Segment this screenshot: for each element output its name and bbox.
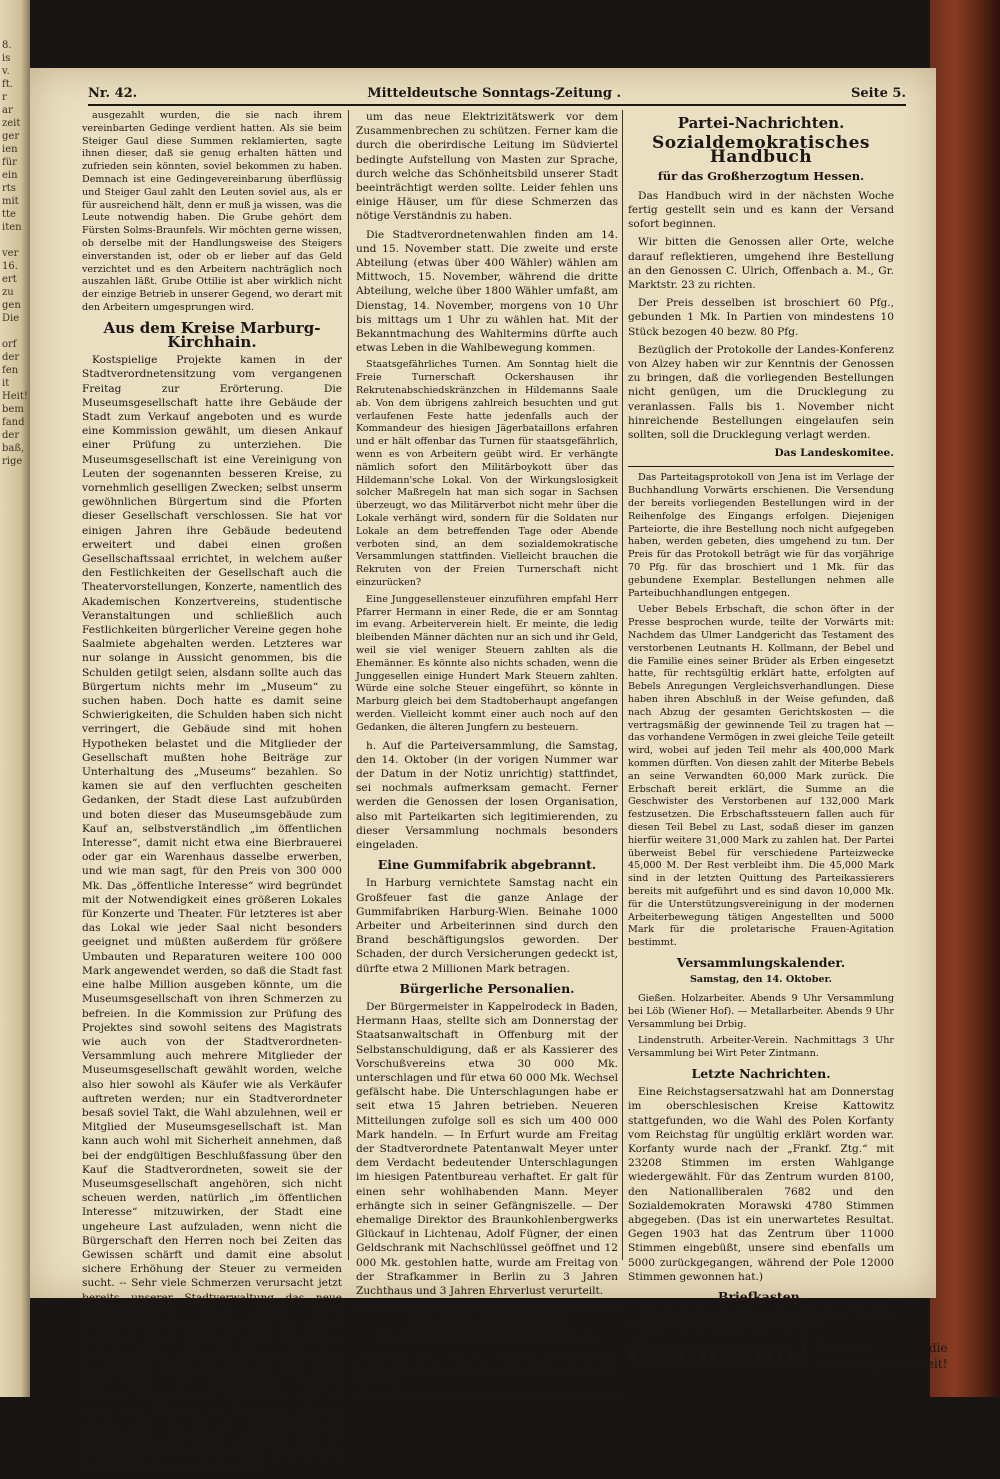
column-2 (356, 110, 618, 1404)
page-number: Seite 5. (851, 85, 906, 101)
briefkasten-text: Slbg. Losholzgeschichte erscheint bestimmt nächste Nummer. X Mbg. Einiges zurückgestellt. (628, 1308, 894, 1332)
notice-landessekretariat (356, 1304, 618, 1397)
separator (628, 466, 894, 467)
article-wahlen: Die Stadtverordnetenwahlen finden am 14. und 15. November statt. Die zweite und erste Abteilung (etwas über 400 Wähler) wählen am Mittwoch, 15. November, während die dritte Abteilung, welche über 1800 Wähler umfaßt, am Dienstag, 14. November, morgens von 10 Uhr bis mittags um 1 Uhr zu wählen hat. Mit der Bekanntmachung des Wahltermins dürfte auch etwas Leben in die Wahlbewegung kommen. (356, 228, 618, 355)
kalender-giessen: Gießen. Holzarbeiter. Abends 9 Uhr Versammlung bei Löb (Wiener Hof). — Metallarbeiter. Abends 9 Uhr Versammlung bei Drbig. (628, 992, 894, 1030)
kalender-lindenstruth: Lindenstruth. Arbeiter-Verein. Nachmittags 3 Uhr Versammlung bei Wirt Peter Zintmann. (628, 1035, 894, 1060)
column-1 (82, 110, 342, 1479)
column-rule-2 (622, 110, 623, 1260)
notice-text: befindet sich seit 1. Oktober in Offenbach, Bahnhofstraße 39. Sekretär ist Reichstagsabgeordn. Dr. David. (356, 1351, 618, 1388)
kalender-date: Samstag, den 14. Oktober. (689, 974, 833, 986)
previous-page-edge (0, 0, 30, 1397)
heading-briefkasten: Briefkasten. (717, 1288, 805, 1304)
notice-subtitle: der sozialdemokratischen Partei Hessens (375, 1332, 599, 1344)
notice-title: Das Landessekretariat (408, 1313, 566, 1329)
article-bebel-erbschaft: Ueber Bebels Erbschaft, die schon öfter in der Presse besprochen wurde, teilte der Vorwärts mit: Nachdem das Ulmer Landgericht das Testament des verstorbenen Leutnants H. Kollmann, der Bebel und die Familie eines seiner Brüder als Erben eingesetzt hatte, für rechtsgültig erklärt hatte, erfolgten auf Bebels Anregungen Vergleichsverhandlungen. Diese haben ihren Abschluß in der Weise gefunden, daß nach Abzug der gesamten Gerichtskosten — die vertragsmäßig der gewinnende Teil zu tragen hat — das vorhandene Vermögen in zwei gleiche Teile geteilt wird, wobei auf jeden Teil mehr als 400,000 Mark kommen dürften. Von diesen zahlt der Miterbe Bebels an seine Verwandten 60,000 Mark zurück. Die Erbschaft bereit erklärt, die Summe an die Geschwister des Verstorbenen auf 132,000 Mark festzusetzen. Die Erbschaftssteuern fallen auch für diesen Teil Bebel zu Last, sodaß dieser im ganzen hierfür weitere 31,000 Mark zu zahlen hat. Der Partei überweist Bebel für verschiedene Parteizwecke 45,000 M. Der Rest verbleibt ihm. Die 45,000 Mark sind in der letzten Quittung des Parteikassierers bereits mit aufgeführt und es sind davon 10,000 Mk. für die Unterstützungsvereinigung in der modernen Arbeiterbewegung tätigen Angestellten und 5000 Mark für die proletarische Frauen-Agitation bestimmt. (628, 604, 894, 949)
genossen-big-text: Genossen! (628, 1337, 812, 1373)
genossen-ad (628, 1337, 948, 1373)
newspaper-page (30, 68, 948, 1474)
handbuch-text-2: Wir bitten die Genossen aller Orte, welche darauf reflektieren, umgehend ihre Bestellung an den Genossen C. Ulrich, Offenbach a. M., Gr. Marktstr. 23 zu richten. (628, 236, 894, 292)
article-parteitagsprotokoll: Das Parteitagsprotokoll von Jena ist im Verlage der Buchhandlung Vorwärts erschienen. Die Versendung der bereits vorliegenden Bestellungen wird in der Reihenfolge des Eingangs erfolgen. Diejenigen Parteiorte, die ihre Bestellung noch nicht aufgegeben haben, werden gebeten, dies umgehend zu tun. Der Preis für das Protokoll beträgt wie für das vorjährige 70 Pfg. für das broschiert und 1 Mk. für das gebundene Exemplar. Bestellungen nehmen alle Parteibuchhandlungen entgegen. (628, 472, 894, 599)
article-parteiversammlung: h. Auf die Parteiversammlung, die Samstag, den 14. Oktober (in der vorigen Nummer war der Datum in der Notiz unrichtig) stattfindet, sei nochmals aufmerksam gemacht. Ferner werden die Genossen der losen Organisation, also mit Parteikarten sich legitimierenden, zu dieser Versammlung nochmals besonders eingeladen. (356, 739, 618, 851)
article-personalien: Der Bürgermeister in Kappelrodeck in Baden, Hermann Haas, stellte sich am Donnerstag der Staatsanwaltschaft in Offenburg mit der Selbstanschuldigung, daß er als Kassierer des Vorschußvereins etwa 30 000 Mk. unterschlagen und für etwa 60 000 Mk. Wechsel gefälscht habe. Die Unterschlagungen habe er seit etwa 15 Jahren betrieben. Neueren Mitteilungen zufolge soll es sich um 400 000 Mark handeln. — In Erfurt wurde am Freitag der Stadtverordnete Patentanwalt Meyer unter dem Verdacht bedeutender Unterschlagungen im hiesigen Patentbureau verhaftet. Er galt für einen sehr wohlhabenden Mann. Meyer erhängte sich in seiner Gefängniszelle. — Der ehemalige Direktor des Braunkohlenbergwerks Glückauf in Lichtenau, Adolf Fügner, der einen Geldschrank mit Nachschlüssel geöffnet und 12 000 Mk. gestohlen hatte, wurde am Freitag von der Strafkammer in Berlin zu 3 Jahren Zuchthaus und 3 Jahren Ehrverlust verurteilt. (356, 1001, 618, 1298)
genossen-slogan: Erwerbt die Staatsangehörigkeit! (819, 1340, 948, 1371)
signature-landeskomitee: Das Landeskomitee. (774, 447, 894, 460)
book-binding (930, 0, 1000, 1397)
article-turnen: Staatsgefährliches Turnen. Am Sonntag hielt die Freie Turnerschaft Ockershausen ihr Rekrutenabschiedskränzchen in Hildemanns Saale ab. Von dem übrigens zahlreich besuchten und gut verlaufenen Feste hatte jedenfalls auch der Kommandeur des hiesigen Jägerbataillons erfahren und er hält offenbar das Turnen für staatsgefährlich, wenn es von Arbeitern geübt wird. Er verhängte nämlich sofort den Militärboykott über das Hildemann'sche Lokal. Von der Wirkungslosigkeit solcher Maßregeln hat man sich sogar in Sachsen überzeugt, wo das Militärverbot nicht mehr über die Lokale verhängt wird, sondern für die Soldaten nur Lokale an dem betreffenden Tage oder Abende verboten sind, an dem sozialdemokratische Versammlungen stattfinden. Vielleicht brauchen die Rekruten von der Freien Turnerschaft nicht einzurücken? (356, 359, 618, 588)
edge-text-fragments: 8. is v. ft. r ar zeit ger ien für ein rts mit tte iten ver 16. ert zu gen Die orf der fen it Heit! bem fand der baß, rige (2, 40, 28, 467)
section-heading-marburg: Aus dem Kreise Marburg-Kirchhain. (103, 318, 321, 351)
heading-letzte-nachrichten: Letzte Nachrichten. (691, 1065, 831, 1081)
article-junggesellen: Eine Junggesellensteuer einzuführen empfahl Herr Pfarrer Hermann in einer Rede, die er am Sonntag im evang. Arbeiterverein hielt. Er meinte, die ledig bleibenden Männer dächten nur an sich und ihr Geld, weil sie viel weniger Steuern zahlten als die Ehemänner. Es könnte also nichts schaden, wenn die Junggesellen einige Hundert Mark Steuern zahlten. Würde eine solche Steuer eingeführt, so könnte in Marburg gleich bei dem Stadtoberhaupt angefangen werden. Vielleicht kommt einer auch noch auf den Gedanken, die älteren Jungfern zu besteuern. (356, 593, 618, 733)
column-3 (628, 110, 948, 1373)
page-header (88, 82, 906, 106)
handbuch-text-3: Der Preis desselben ist broschiert 60 Pfg., gebunden 1 Mk. In Partien von mindestens 10 Stück bezogen 40 bezw. 80 Pfg. (628, 297, 894, 338)
issue-number: Nr. 42. (88, 85, 138, 101)
heading-gummifabrik: Eine Gummifabrik abgebrannt. (377, 857, 597, 873)
heading-personalien: Bürgerliche Personalien. (399, 980, 575, 996)
article-elektrizitaet: um das neue Elektrizitätswerk vor dem Zusammenbrechen zu schützen. Ferner kam die durch die oberirdische Leitung im Südviertel bedingte Aufstellung von Masten zur Sprache, durch welche das Schönheitsbild unserer Stadt beeinträchtigt werden sollte. Leider fehlen uns einige Häuser, um für diese Schmerzen das nötige Verständnis zu haben. (356, 111, 618, 223)
handbuch-text-1: Das Handbuch wird in der nächsten Woche fertig gestellt sein und es kann der Versand sofort beginnen. (628, 189, 894, 231)
column-rule-1 (348, 110, 349, 1260)
article-reichstagsersatzwahl: Eine Reichstagsersatzwahl hat am Donnerstag im oberschlesischen Kreise Kattowitz stattgefunden, wo die Wahl des Polen Korfanty vom Reichstag für ungültig erklärt worden war. Korfanty wurde nach der „Frankf. Ztg.“ mit 23208 Stimmen im ersten Wahlgange wiedergewählt. Für das Zentrum wurden 8100, den Nationalliberalen 7682 und den Sozialdemokraten Morawski 4780 Stimmen abgegeben. (Das ist ein unerwartetes Resultat. Gegen 1903 hat das Zentrum über 11000 Stimmen eingebüßt, unsere sind ebenfalls um 5000 zurückgegangen, während der Pole 12000 Stimmen gewonnen hat.) (628, 1086, 894, 1283)
heading-partei-nachrichten: Partei-Nachrichten. (677, 114, 845, 132)
article-gummifabrik: In Harburg vernichtete Samstag nacht ein Großfeuer fast die ganze Anlage der Gummifabriken Harburg-Wien. Beinahe 1000 Arbeiter und Arbeiterinnen sind durch den Brand beschäftigungslos geworden. Der Schaden, der durch Versicherungen gedeckt ist, dürfte etwa 2 Millionen Mark betragen. (356, 877, 618, 975)
heading-handbuch: Sozialdemokratisches Handbuch (652, 133, 870, 168)
newspaper-title: Mitteldeutsche Sonntags-Zeitung . (367, 85, 622, 101)
heading-versammlungskalender: Versammlungskalender. (676, 954, 846, 970)
handbuch-text-4: Bezüglich der Protokolle der Landes-Konferenz von Alzey haben wir zur Kenntnis der Genossen zu bringen, daß die vorliegenden Bestellungen nicht genügen, um die Drucklegung zu veranlassen. Falls bis 1. November nicht hinreichende Bestellungen eingelaufen sein sollten, soll die Drucklegung verlagt werden. (628, 343, 894, 442)
heading-hessen: für das Großherzogtum Hessen. (657, 168, 865, 183)
article-projects: Kostspielige Projekte kamen in der Stadtverordnetensitzung vom vergangenen Freitag zur Erörterung. Die Museumsgesellschaft hatte ihre Gebäude der Stadt zum Verkauf angeboten und es wurde eine Kommission gewählt, um diesen Ankauf einer Prüfung zu unterziehen. Die Museumsgesellschaft ist eine Vereinigung von Leuten der sogenannten besseren Kreise, zu vornehmlich geselligen Zwecken; selbst unserm gewöhnlichen Bürgertum sind die Pforten dieser Gesellschaft verschlossen. Sie hat vor einigen Jahren ihre Gebäude bedeutend erweitert und dabei einen großen Gesellschaftssaal errichtet, in welchem außer den Festlichkeiten der Gesellschaft auch die Theatervorstellungen, Konzerte, namentlich des Akademischen Konzertvereins, studentische Veranstaltungen und schließlich auch Festlichkeiten bürgerlicher Vereine gegen hohe Saalmiete abgehalten werden. Letzteres war nur solange in Aussicht genommen, bis die Schulden getilgt seien, alsdann sollte auch das Bürgertum nichts mehr im „Museum“ zu suchen haben. Doch hatte es damit seine Schwierigkeiten, die Schulden haben sich nicht verringert, die Gebäude sind mit hohen Hypotheken belastet und die Mitglieder der Gesellschaft mußten hohe Beiträge zur Unterhaltung des „Museums“ bezahlen. So kamen sie auf den verfluchten gescheiten Gedanken, der Stadt diese Last aufzubürden und boten dieser das Museumsgebäude zum Kauf an, selbstverständlich „im öffentlichen Interesse“, damit nicht etwa eine Bierbrauerei oder gar ein Warenhaus dasselbe erwerben, und wie man sagt, für den Preis von 300 000 Mk. Das „öffentliche Interesse“ wird begründet mit der Notwendigkeit eines größeren Lokales für Konzerte und Theater. Für letzteres ist aber das Lokal wie jeder Saal nicht besonders geeignet und müßten außerdem für größere Umbauten und Reparaturen weitere 100 000 Mark angewendet werden, so daß die Stadt fast eine halbe Million ausgeben könnte, um die Museumsgesellschaft von ihren Schmerzen zu befreien. In die Kommission zur Prüfung des Projektes sind sowohl seitens des Magistrats wie auch von der Stadtverordneten-Versammlung auch mehrere Mitglieder der Museumsgesellschaft gewählt worden, welche also hier sowohl als Käufer wie als Verkäufer auftreten werden; nur ein Stadtverordneter besaß soviel Takt, die Wahl abzulehnen, weil er Mitglied der Museumsgesellschaft ist. Man kann auch wohl mit Sicherheit annehmen, daß bei der endgültigen Beschlußfassung über den Kauf die Stadtverordneten, soweit sie der Museumsgesellschaft angehören, sich nicht scheuen werden, natürlich „im öffentlichen Interesse“ mitzuwirken, der Stadt eine ungeheure Last aufzuladen, wenn nicht die Bürgerschaft den Herren noch bei Zeiten das Gewissen schärft und damit eine absolut sichere Erhöhung der Steuer zu vermeiden sucht. -- Sehr viele Schmerzen verursacht jetzt bereits unserer Stadtverwaltung das neue Elektrizitätswerk. Nach gutem altem Schöppenstedter Vorbild hat man ein solches modernes Werk in einer alten, morschen, niedrigen Mühle untergebracht, in welche man das Licht in Säcken hineintragen muß. Wenn diese Mühle als „Baudenkmal“ wirklich erhalten bleiben müßte, dann hätte man sie ruhig den Mäusen als Herberge belassen sollen, aber sie in ein Elektrizitätswerk umzuwandeln, das hätten schließlich auch die Schöppenstedter fertig gebracht. Jetzt müssen bereits Schienen gezogen werden, (82, 354, 342, 1474)
article-continuation: ausgezahlt wurden, die sie nach ihrem vereinbarten Gedinge verdient hatten. Als sie beim Steiger Gaul diese Summen reklamierten, sagte ihnen dieser, daß sie genug erhalten hätten und zufrieden sein könnten, soviel bekommen zu haben. Demnach ist eine Gedingevereinbarung überflüssig und Steiger Gaul zahlt den Leuten soviel aus, als er für ausreichend hält, denn er muß ja wissen, was die Leute notwendig haben. Die Grube gehört dem Fürsten Solms-Braunfels. Wir möchten gerne wissen, ob derselbe mit der Handlungsweise des Steigers einverstanden ist, oder ob er lieber auf das Geld verzichtet und es den Arbeitern nachträglich noch auszahlen läßt. Grube Ottilie ist aber wirklich nicht der einzige Betrieb in unserer Gegend, wo derart mit den Arbeitern umgesprungen wird. (82, 110, 342, 313)
